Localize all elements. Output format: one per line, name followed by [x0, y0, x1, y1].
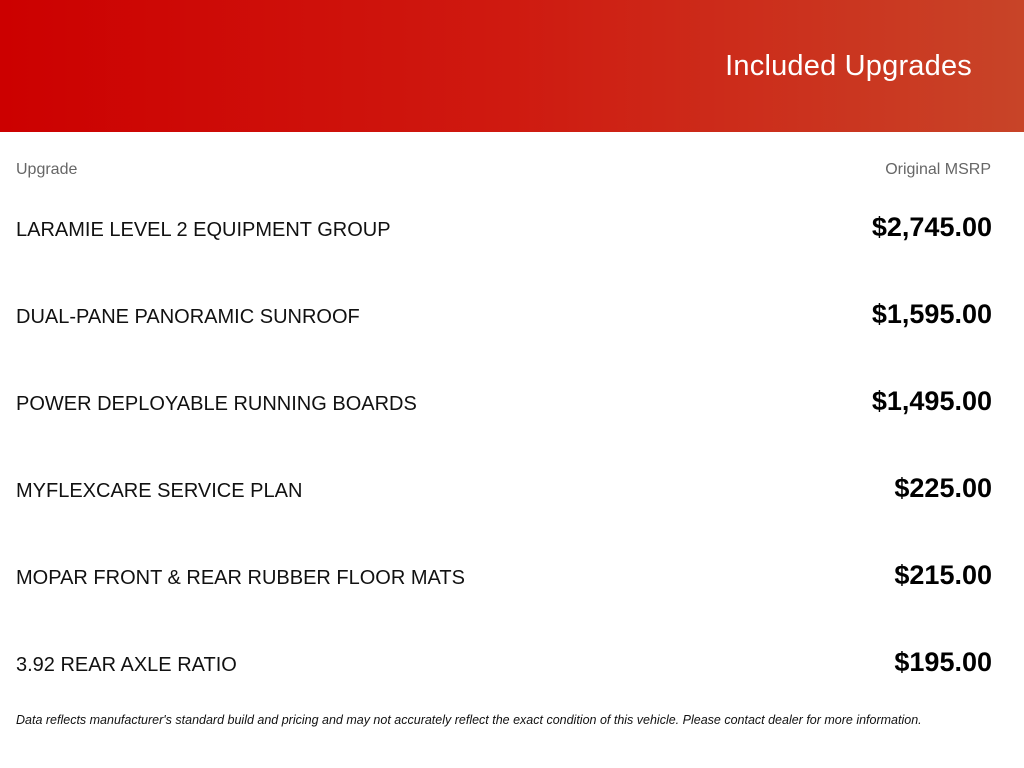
upgrade-price: $1,495.00 — [871, 386, 992, 416]
upgrade-price: $2,745.00 — [871, 212, 992, 242]
upgrade-name: MYFLEXCARE SERVICE PLAN — [16, 480, 303, 502]
upgrade-row — [16, 643, 992, 683]
page-title: Included Upgrades — [725, 50, 972, 82]
upgrade-name: LARAMIE LEVEL 2 EQUIPMENT GROUP — [16, 219, 391, 241]
disclaimer-text: Data reflects manufacturer's standard build and pricing and may not accurately reflect the exact condition of this vehicle. Please contact dealer for more information. — [16, 713, 922, 727]
upgrade-name: POWER DEPLOYABLE RUNNING BOARDS — [16, 393, 417, 415]
upgrade-price: $225.00 — [894, 473, 992, 503]
upgrade-row — [16, 556, 992, 596]
upgrade-row — [16, 469, 992, 509]
upgrade-row — [16, 295, 992, 335]
header-banner — [0, 0, 1024, 132]
upgrade-name: MOPAR FRONT & REAR RUBBER FLOOR MATS — [16, 567, 465, 589]
upgrade-row — [16, 382, 992, 422]
upgrade-name: 3.92 REAR AXLE RATIO — [16, 654, 237, 676]
upgrade-price: $215.00 — [894, 560, 992, 590]
upgrade-price: $1,595.00 — [871, 299, 992, 329]
upgrade-price: $195.00 — [894, 647, 992, 677]
column-header-upgrade: Upgrade — [16, 161, 78, 178]
upgrade-name: DUAL-PANE PANORAMIC SUNROOF — [16, 306, 360, 328]
upgrade-row — [16, 208, 992, 248]
column-header-msrp: Original MSRP — [885, 161, 991, 178]
